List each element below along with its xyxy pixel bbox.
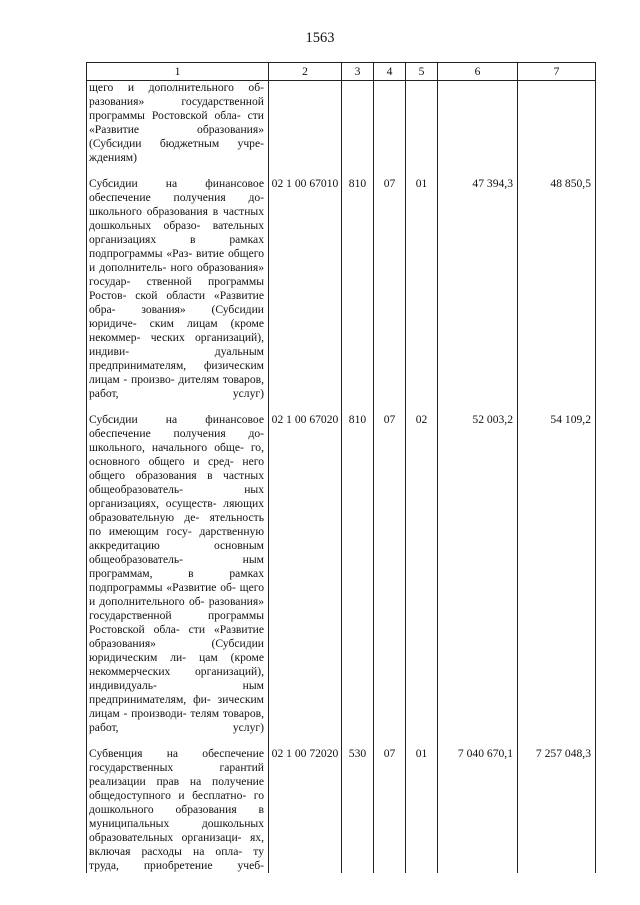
row-col3 — [342, 81, 374, 166]
row-col5: 01 — [406, 177, 438, 401]
row-code: 02 1 00 72020 — [269, 747, 342, 873]
row-amount-7 — [518, 81, 596, 166]
row-amount-7: 48 850,5 — [518, 177, 596, 401]
page-number: 1563 — [305, 30, 335, 46]
row-col3: 810 — [342, 177, 374, 401]
row-col5: 01 — [406, 747, 438, 873]
row-description: Субсидии на финансовое обеспечение получения до- школьного, начального обще- го, основного общего и сред- него общего образования в частных общеобразователь- ных организациях, осуществ- ляющих образовательную де- ятельность по имеющим госу- дарственную аккредитацию основным общеобразователь- ным программам, в рамках подпрограммы «Развитие об- щего и дополнительного об- разования» государственной программы Ростовской обла- сти «Развитие образования» (Субсидии юридическим ли- цам (кроме некоммерческих организаций), индивидуаль- ным предпринимателям, фи- зическим лицам - производи- телям товаров, работ, услуг) — [87, 413, 269, 735]
column-header-2: 2 — [269, 63, 342, 81]
row-amount-6: 52 003,2 — [438, 413, 518, 735]
row-amount-7: 54 109,2 — [518, 413, 596, 735]
row-col4: 07 — [374, 413, 406, 735]
row-col3: 530 — [342, 747, 374, 873]
table-row — [87, 413, 596, 735]
row-amount-6 — [438, 81, 518, 166]
row-col4: 07 — [374, 747, 406, 873]
column-header-7: 7 — [518, 63, 596, 81]
row-col4: 07 — [374, 177, 406, 401]
row-amount-6: 7 040 670,1 — [438, 747, 518, 873]
row-amount-7: 7 257 048,3 — [518, 747, 596, 873]
row-col4 — [374, 81, 406, 166]
column-header-6: 6 — [438, 63, 518, 81]
table-row — [87, 177, 596, 401]
column-header-5: 5 — [406, 63, 438, 81]
row-col5 — [406, 81, 438, 166]
column-header-1: 1 — [87, 63, 269, 81]
row-description: Субвенция на обеспечение государственных гарантий реализации прав на получение общедоступного и бесплатно- го дошкольного образования в муниципальных дошкольных образовательных организаци- ях, включая расходы на опла- ту труда, приобретение учеб- — [87, 747, 269, 873]
row-code: 02 1 00 67010 — [269, 177, 342, 401]
row-amount-6: 47 394,3 — [438, 177, 518, 401]
table-row — [87, 81, 596, 166]
column-header-3: 3 — [342, 63, 374, 81]
header-row — [87, 63, 596, 81]
row-description: Субсидии на финансовое обеспечение получения до- школьного образования в частных дошкольных образо- вательных организациях в рамках подпрограммы «Раз- витие общего и дополнитель- ного образования» государ- ственной программы Ростов- ской области «Развитие обра- зования» (Субсидии юридиче- ским лицам (кроме некоммер- ческих организаций), индиви- дуальным предпринимателям, физическим лицам - произво- дителям товаров, работ, услуг) — [87, 177, 269, 401]
budget-table — [86, 62, 596, 873]
row-code: 02 1 00 67020 — [269, 413, 342, 735]
row-col3: 810 — [342, 413, 374, 735]
table-row — [87, 747, 596, 873]
column-header-4: 4 — [374, 63, 406, 81]
row-description: щего и дополнительного об- разования» государственной программы Ростовской обла- сти «Развитие образования» (Субсидии бюджетным учре- ждениям) — [87, 81, 269, 166]
row-code — [269, 81, 342, 166]
row-col5: 02 — [406, 413, 438, 735]
